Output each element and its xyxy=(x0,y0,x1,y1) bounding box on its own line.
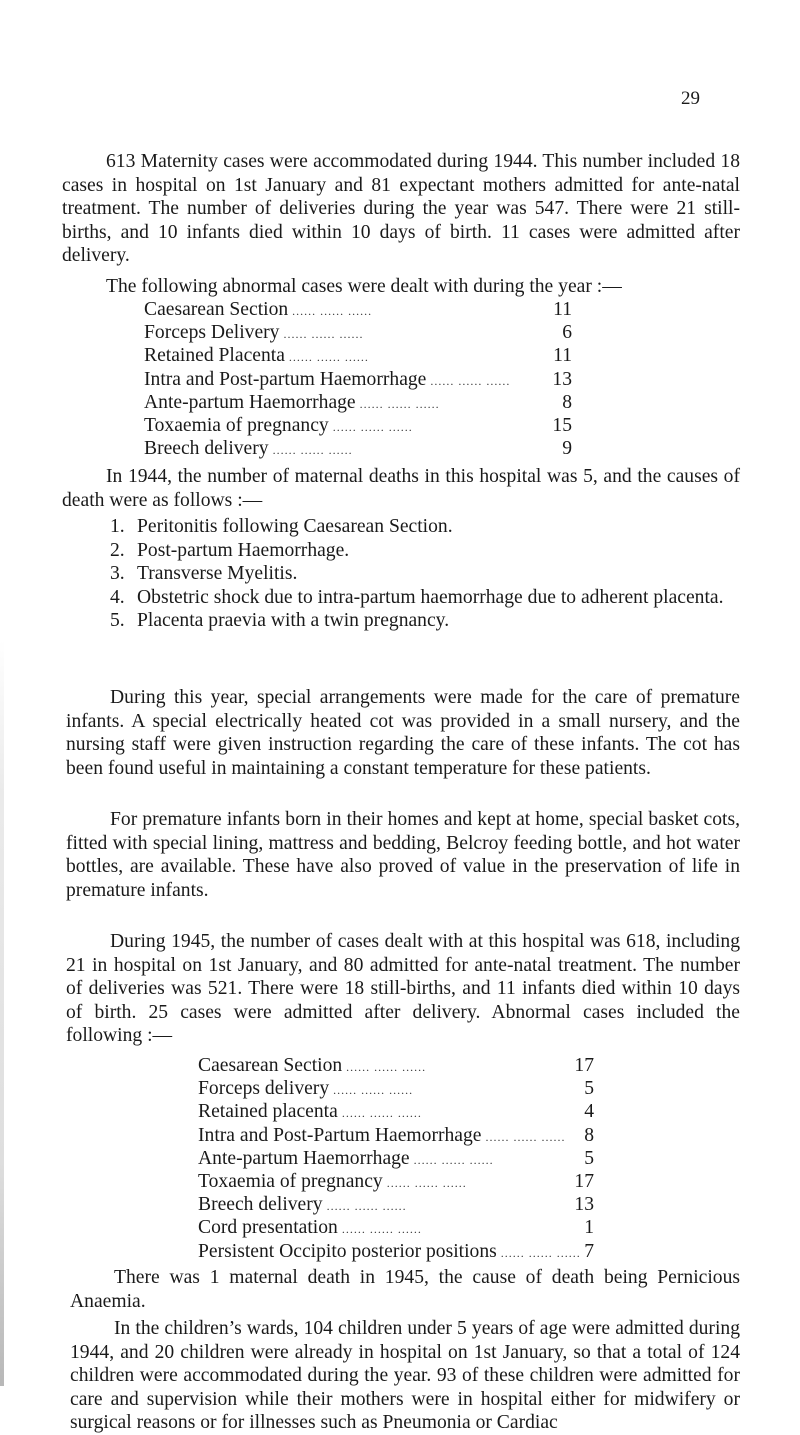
dot-leader: ...... ...... ...... xyxy=(496,1245,581,1260)
row-label: Breech delivery ...... ...... ...... xyxy=(198,1194,407,1216)
list-item-number: 3. xyxy=(110,563,125,584)
paragraph-maternity-1944: 613 Maternity cases were accommodated during 1944. This number included 18 cases in hospital on 1st January and 81 expectant mothers admitted for ante-natal treatment. The number of deliveries during the year was 547. There were 21 still-births, and 10 infants died within 10 days of birth. 11 cases were admitted after delivery. xyxy=(62,151,740,266)
paragraph-maternal-deaths-1944: In 1944, the number of maternal deaths in this hospital was 5, and the causes of death were as follows :— xyxy=(62,466,740,511)
dot-leader: ...... ...... ...... xyxy=(409,1152,494,1167)
table-row xyxy=(198,1240,594,1263)
paragraph-maternal-death-1945: There was 1 maternal death in 1945, the cause of death being Pernicious Anaemia. xyxy=(70,1267,740,1312)
row-value: 11 xyxy=(553,345,572,367)
list-item xyxy=(110,586,740,610)
page-number: 29 xyxy=(681,88,700,109)
row-label: Cord presentation ...... ...... ...... xyxy=(198,1217,422,1239)
dot-leader: ...... ...... ...... xyxy=(337,1222,422,1237)
table-row xyxy=(198,1193,594,1216)
table-row xyxy=(198,1147,594,1170)
table-row xyxy=(198,1100,594,1123)
list-item-number: 1. xyxy=(110,516,125,537)
row-label: Ante-partum Haemorrhage ...... ...... ...... xyxy=(144,391,440,413)
dot-leader: ...... ...... ...... xyxy=(329,1083,414,1098)
table-row xyxy=(198,1054,594,1077)
list-item-text: Placenta praevia with a twin pregnancy. xyxy=(137,610,450,631)
table-row xyxy=(198,1170,594,1193)
table-row xyxy=(198,1077,594,1100)
dot-leader: ...... ...... ...... xyxy=(288,304,373,318)
dot-leader: ...... ...... ...... xyxy=(342,1060,427,1074)
list-item-number: 5. xyxy=(110,610,125,631)
row-value: 4 xyxy=(584,1101,594,1123)
row-label: Forceps delivery ...... ...... ...... xyxy=(198,1078,414,1100)
row-label: Toxaemia of pregnancy ...... ...... ...... xyxy=(144,414,413,436)
paragraph-maternity-1945: During 1945, the number of cases dealt with at this hospital was 618, including 21 in hospital on 1st January, and 80 admitted for ante-natal treatment. The number of deliveries was 521. There were 18 still-births, and 11 infants died within 10 days of birth. 25 cases were admitted after delivery. Abnormal cases included the following :— xyxy=(66,931,740,1046)
row-label: Forceps Delivery ...... ...... ...... xyxy=(144,322,364,344)
dot-leader: ...... ...... ...... xyxy=(426,373,511,388)
table-row xyxy=(198,1124,594,1147)
row-value: 6 xyxy=(562,322,572,344)
table-row xyxy=(144,344,572,367)
dot-leader: ...... ...... ...... xyxy=(382,1175,467,1190)
row-label: Ante-partum Haemorrhage ...... ...... ...... xyxy=(198,1147,494,1169)
row-value: 15 xyxy=(552,414,572,436)
maternal-deaths-list xyxy=(110,515,740,633)
row-label: Toxaemia of pregnancy ...... ...... ...... xyxy=(198,1170,467,1192)
list-item-text: Transverse Myelitis. xyxy=(137,563,298,584)
dot-leader: ...... ...... ...... xyxy=(322,1199,407,1214)
row-label: Caesarean Section ...... ...... ...... xyxy=(198,1055,427,1076)
row-value: 13 xyxy=(574,1194,594,1216)
row-value: 5 xyxy=(584,1078,594,1100)
table-row xyxy=(144,391,572,414)
paragraph-childrens-wards: In the children’s wards, 104 children under 5 years of age were admitted during 1944, and 20 children were already in hospital on 1st January, so that a total of 124 children were accommodated during the year. 93 of these children were admitted for care and supervision while their mothers were in hospital either for midwifery or surgical reasons or for illnesses such as Pneumonia or Cardiac xyxy=(70,1318,740,1433)
row-value: 13 xyxy=(552,368,572,390)
table-row xyxy=(144,437,572,460)
table-row xyxy=(144,321,572,344)
row-value: 9 xyxy=(562,438,572,460)
row-value: 11 xyxy=(553,299,572,320)
list-item xyxy=(110,609,740,633)
row-value: 5 xyxy=(584,1147,594,1169)
dot-leader: ...... ...... ...... xyxy=(279,327,364,342)
row-value: 17 xyxy=(574,1170,594,1192)
table-abnormal-cases-1944 xyxy=(144,298,572,460)
dot-leader: ...... ...... ...... xyxy=(481,1129,566,1144)
row-value: 8 xyxy=(562,391,572,413)
row-label: Persistent Occipito posterior positions ...... ...... ...... xyxy=(198,1240,581,1262)
list-item-text: Obstetric shock due to intra-partum haemorrhage due to adherent placenta. xyxy=(137,586,724,608)
paragraph-abnormal-cases-intro: The following abnormal cases were dealt with during the year :— xyxy=(106,276,622,297)
row-value: 7 xyxy=(584,1240,594,1262)
dot-leader: ...... ...... ...... xyxy=(337,1106,422,1121)
table-row xyxy=(198,1216,594,1239)
row-label: Intra and Post-partum Haemorrhage ...... ...... ...... xyxy=(144,368,511,390)
row-value: 1 xyxy=(584,1217,594,1239)
row-label: Caesarean Section ...... ...... ...... xyxy=(144,299,373,320)
dot-leader: ...... ...... ...... xyxy=(328,419,413,434)
row-label: Intra and Post-Partum Haemorrhage ...... ...... ...... xyxy=(198,1124,566,1146)
dot-leader: ...... ...... ...... xyxy=(355,396,440,411)
list-item xyxy=(110,562,740,586)
list-item-number: 2. xyxy=(110,539,125,561)
dot-leader: ...... ...... ...... xyxy=(284,350,369,365)
table-row xyxy=(144,368,572,391)
paragraph-premature-home: For premature infants born in their homes and kept at home, special basket cots, fitted with special lining, mattress and bedding, Belcroy feeding bottle, and hot water bottles, are available. These have also proved of value in the preservation of life in premature infants. xyxy=(66,809,740,901)
table-row xyxy=(144,414,572,437)
list-item-number: 4. xyxy=(110,586,125,608)
list-item xyxy=(110,539,740,563)
page-binding-shadow xyxy=(0,640,4,1386)
dot-leader: ...... ...... ...... xyxy=(268,443,353,458)
row-label: Retained placenta ...... ...... ...... xyxy=(198,1101,422,1123)
row-label: Retained Placenta ...... ...... ...... xyxy=(144,345,369,367)
list-item xyxy=(110,515,740,539)
list-item-text: Post-partum Haemorrhage. xyxy=(137,539,350,561)
paragraph-premature-cot: During this year, special arrangements were made for the care of premature infants. A special electrically heated cot was provided in a small nursery, and the nursing staff were given instruction regarding the care of these infants. The cot has been found useful in maintaining a constant temperature for these patients. xyxy=(66,687,740,779)
row-value: 8 xyxy=(584,1124,594,1146)
table-row xyxy=(144,298,572,321)
row-value: 17 xyxy=(574,1055,594,1076)
list-item-text: Peritonitis following Caesarean Section. xyxy=(137,516,453,537)
table-abnormal-cases-1945 xyxy=(198,1054,594,1263)
row-label: Breech delivery ...... ...... ...... xyxy=(144,438,353,460)
